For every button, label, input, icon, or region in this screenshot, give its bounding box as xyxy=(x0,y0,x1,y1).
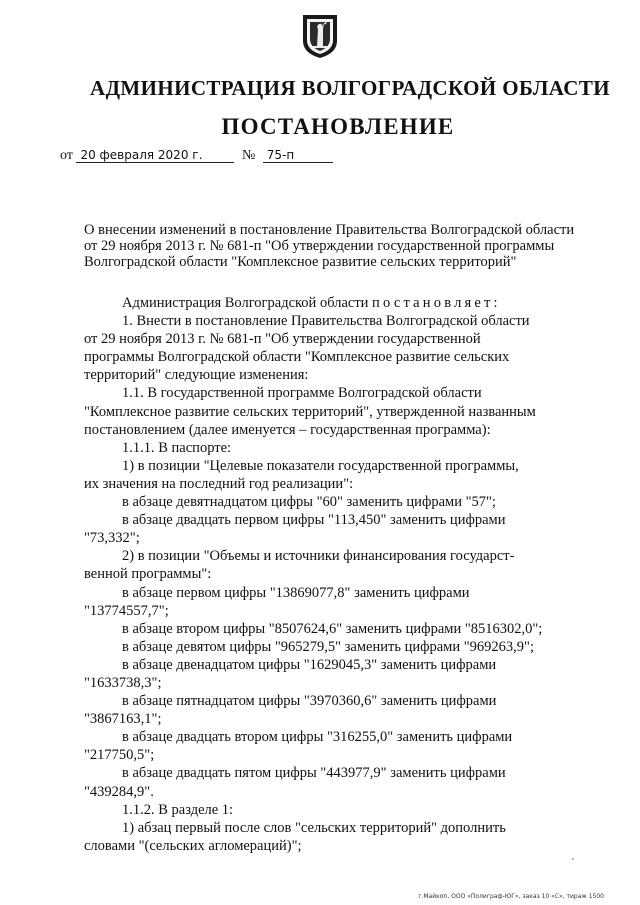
paragraph-line: "13774557,7"; xyxy=(84,602,169,619)
paragraph-line: 1) абзац первый после слов "сельских территорий" дополнить xyxy=(122,819,506,836)
paragraph-line: в абзаце втором цифры "8507624,6" заменить цифрами "8516302,0"; xyxy=(122,620,543,637)
intro-line xyxy=(84,294,572,312)
paragraph-line: 1.1. В государственной программе Волгоградской области xyxy=(122,385,482,402)
paragraph-line: венной программы": xyxy=(84,566,212,583)
paragraph-line: от 29 ноября 2013 г. № 681-п "Об утверждении государственной xyxy=(84,331,481,348)
paragraph-line: программы Волгоградской области "Комплексное развитие сельских xyxy=(84,349,510,366)
scan-speck xyxy=(572,858,574,860)
paragraph-line: словами "(сельских агломераций)"; xyxy=(84,837,302,854)
intro-decree-word: постановляет: xyxy=(372,295,501,311)
date-number-line xyxy=(60,148,333,164)
paragraph-line: 1.1.1. В паспорте: xyxy=(122,439,232,456)
paragraph-line: в абзаце двадцать пятом цифры "443977,9" заменить цифрами xyxy=(122,765,506,782)
paragraph-line: 1.1.2. В разделе 1: xyxy=(122,801,234,818)
subject-line: О внесении изменений в постановление Правительства Волгоградской области xyxy=(84,222,575,238)
date-prefix: от xyxy=(60,148,73,163)
paragraph-line: в абзаце первом цифры "13869077,8" заменить цифрами xyxy=(122,584,470,601)
paragraph-line: 1. Внести в постановление Правительства Волгоградской области xyxy=(122,313,530,330)
paragraph-line: в абзаце девятом цифры "965279,5" заменить цифрами "969263,9"; xyxy=(122,638,534,655)
document-type-title: ПОСТАНОВЛЕНИЕ xyxy=(221,114,455,139)
document-subject xyxy=(84,222,574,270)
paragraph-line: в абзаце двенадцатом цифры "1629045,3" заменить цифрами xyxy=(122,656,497,673)
subject-line: Волгоградской области "Комплексное развитие сельских территорий" xyxy=(84,254,517,270)
paragraph-line: 2) в позиции "Объемы и источники финансирования государст- xyxy=(122,548,515,565)
paragraph-line: "73,332"; xyxy=(84,530,140,547)
intro-text: Администрация Волгоградской области xyxy=(122,295,369,311)
paragraph-line: "1633738,3"; xyxy=(84,674,162,691)
paragraph-line: "439284,9". xyxy=(84,783,154,800)
paragraph-line: 1) в позиции "Целевые показатели государственной программы, xyxy=(122,457,519,474)
paragraph-line: "217750,5"; xyxy=(84,747,155,764)
paragraph-line: их значения на последний год реализации": xyxy=(84,475,354,492)
paragraph-line: "Комплексное развитие сельских территорий", утвержденной названным xyxy=(84,403,536,420)
paragraph-line: в абзаце двадцать втором цифры "316255,0" заменить цифрами xyxy=(122,729,513,746)
paragraph-line: территорий" следующие изменения: xyxy=(84,367,309,384)
coat-of-arms-icon xyxy=(301,13,339,59)
document-number: 75-п xyxy=(263,148,333,163)
organization-title: АДМИНИСТРАЦИЯ ВОЛГОГРАДСКОЙ ОБЛАСТИ xyxy=(90,76,610,100)
paragraph-line: в абзаце девятнадцатом цифры "60" заменить цифрами "57"; xyxy=(122,494,496,511)
document-body xyxy=(84,294,572,855)
number-label: № xyxy=(241,148,256,163)
paragraph-line: в абзаце пятнадцатом цифры "3970360,6" заменить цифрами xyxy=(122,693,497,710)
paragraph-line: постановлением (далее именуется – государственная программа): xyxy=(84,421,491,438)
paragraph-line: в абзаце двадцать первом цифры "113,450" заменить цифрами xyxy=(122,512,506,529)
document-date: 20 февраля 2020 г. xyxy=(76,148,234,163)
paragraph-line: "3867163,1"; xyxy=(84,711,162,728)
printer-imprint: г.Майкоп, ООО «Полиграф-ЮГ», заказ 10 «С», тираж 1500 xyxy=(418,893,604,900)
subject-line: от 29 ноября 2013 г. № 681-п "Об утверждении государственной программы xyxy=(84,238,555,254)
